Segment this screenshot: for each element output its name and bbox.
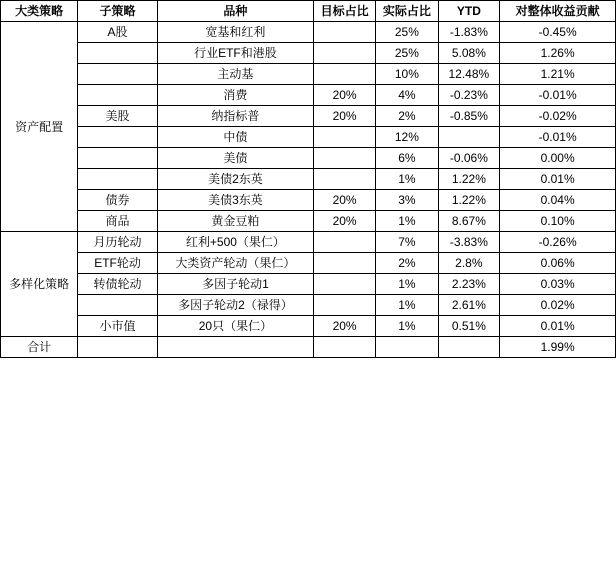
actual-cell: 10% [376, 64, 438, 85]
substrategy-cell [78, 85, 158, 106]
table-row [1, 64, 616, 85]
target-cell: 20% [313, 85, 375, 106]
table-row [1, 211, 616, 232]
table-row [1, 232, 616, 253]
total-contribution: 1.99% [500, 337, 616, 358]
target-cell [313, 22, 375, 43]
table-row [1, 169, 616, 190]
ytd-cell: -0.06% [438, 148, 500, 169]
product-cell: 黄金豆粕 [157, 211, 313, 232]
contribution-cell: -0.02% [500, 106, 616, 127]
product-cell: 行业ETF和港股 [157, 43, 313, 64]
target-cell [313, 295, 375, 316]
actual-cell: 25% [376, 22, 438, 43]
header-substrategy: 子策略 [78, 1, 158, 22]
total-label: 合计 [1, 337, 78, 358]
ytd-cell: 5.08% [438, 43, 500, 64]
product-cell: 美债3东英 [157, 190, 313, 211]
table-row [1, 295, 616, 316]
contribution-cell: 0.06% [500, 253, 616, 274]
ytd-cell: 2.61% [438, 295, 500, 316]
table-row [1, 190, 616, 211]
actual-cell: 1% [376, 169, 438, 190]
table-row [1, 85, 616, 106]
ytd-cell: -1.83% [438, 22, 500, 43]
actual-cell: 1% [376, 211, 438, 232]
target-cell [313, 253, 375, 274]
substrategy-cell [78, 169, 158, 190]
product-cell: 美债2东英 [157, 169, 313, 190]
product-cell: 红利+500（果仁） [157, 232, 313, 253]
substrategy-cell [78, 64, 158, 85]
ytd-cell: 2.8% [438, 253, 500, 274]
group-cell-asset-allocation: 资产配置 [1, 22, 78, 232]
substrategy-cell [78, 43, 158, 64]
table-row [1, 22, 616, 43]
table-row [1, 106, 616, 127]
substrategy-cell: 小市值 [78, 316, 158, 337]
ytd-cell: -0.23% [438, 85, 500, 106]
header-category: 大类策略 [1, 1, 78, 22]
header-contribution: 对整体收益贡献 [500, 1, 616, 22]
target-cell: 20% [313, 316, 375, 337]
actual-cell: 2% [376, 253, 438, 274]
table-header [1, 1, 616, 22]
contribution-cell: 0.01% [500, 316, 616, 337]
target-cell: 20% [313, 106, 375, 127]
table-row [1, 148, 616, 169]
product-cell: 中债 [157, 127, 313, 148]
header-row [1, 1, 616, 22]
table-row [1, 127, 616, 148]
target-cell [313, 148, 375, 169]
table-row [1, 316, 616, 337]
target-cell [313, 127, 375, 148]
ytd-cell: 0.51% [438, 316, 500, 337]
contribution-cell: -0.01% [500, 127, 616, 148]
contribution-cell: -0.26% [500, 232, 616, 253]
ytd-cell: 2.23% [438, 274, 500, 295]
actual-cell: 7% [376, 232, 438, 253]
table-body [1, 22, 616, 358]
target-cell: 20% [313, 190, 375, 211]
contribution-cell: 0.04% [500, 190, 616, 211]
substrategy-cell: 月历轮动 [78, 232, 158, 253]
contribution-cell: 1.26% [500, 43, 616, 64]
actual-cell: 6% [376, 148, 438, 169]
header-target-ratio: 目标占比 [313, 1, 375, 22]
actual-cell: 4% [376, 85, 438, 106]
substrategy-cell: ETF轮动 [78, 253, 158, 274]
table-row [1, 43, 616, 64]
ytd-cell [438, 127, 500, 148]
ytd-cell: -0.85% [438, 106, 500, 127]
target-cell [313, 274, 375, 295]
actual-cell: 2% [376, 106, 438, 127]
contribution-cell: 0.03% [500, 274, 616, 295]
contribution-cell: 0.00% [500, 148, 616, 169]
contribution-cell: -0.45% [500, 22, 616, 43]
contribution-cell: 1.21% [500, 64, 616, 85]
total-sub-empty [78, 337, 158, 358]
ytd-cell: -3.83% [438, 232, 500, 253]
target-cell [313, 43, 375, 64]
ytd-cell: 8.67% [438, 211, 500, 232]
actual-cell: 1% [376, 295, 438, 316]
substrategy-cell: 美股 [78, 106, 158, 127]
ytd-cell: 12.48% [438, 64, 500, 85]
total-actual-empty [376, 337, 438, 358]
contribution-cell: 0.10% [500, 211, 616, 232]
substrategy-cell: 转债轮动 [78, 274, 158, 295]
total-target-empty [313, 337, 375, 358]
table-row [1, 274, 616, 295]
contribution-cell: 0.02% [500, 295, 616, 316]
product-cell: 宽基和红利 [157, 22, 313, 43]
ytd-cell: 1.22% [438, 190, 500, 211]
product-cell: 美债 [157, 148, 313, 169]
actual-cell: 3% [376, 190, 438, 211]
actual-cell: 1% [376, 316, 438, 337]
substrategy-cell [78, 148, 158, 169]
ytd-cell: 1.22% [438, 169, 500, 190]
contribution-cell: 0.01% [500, 169, 616, 190]
target-cell: 20% [313, 211, 375, 232]
product-cell: 纳指标普 [157, 106, 313, 127]
group-cell-diversified: 多样化策略 [1, 232, 78, 337]
header-ytd: YTD [438, 1, 500, 22]
product-cell: 20只（果仁） [157, 316, 313, 337]
actual-cell: 12% [376, 127, 438, 148]
total-product-empty [157, 337, 313, 358]
target-cell [313, 64, 375, 85]
product-cell: 大类资产轮动（果仁） [157, 253, 313, 274]
header-product: 品种 [157, 1, 313, 22]
product-cell: 消费 [157, 85, 313, 106]
actual-cell: 25% [376, 43, 438, 64]
product-cell: 多因子轮动1 [157, 274, 313, 295]
product-cell: 多因子轮动2（禄得） [157, 295, 313, 316]
target-cell [313, 169, 375, 190]
substrategy-cell: A股 [78, 22, 158, 43]
header-actual-ratio: 实际占比 [376, 1, 438, 22]
total-row [1, 337, 616, 358]
total-ytd-empty [438, 337, 500, 358]
substrategy-cell [78, 295, 158, 316]
substrategy-cell: 债券 [78, 190, 158, 211]
table-row [1, 253, 616, 274]
actual-cell: 1% [376, 274, 438, 295]
substrategy-cell [78, 127, 158, 148]
target-cell [313, 232, 375, 253]
substrategy-cell: 商品 [78, 211, 158, 232]
contribution-cell: -0.01% [500, 85, 616, 106]
product-cell: 主动基 [157, 64, 313, 85]
